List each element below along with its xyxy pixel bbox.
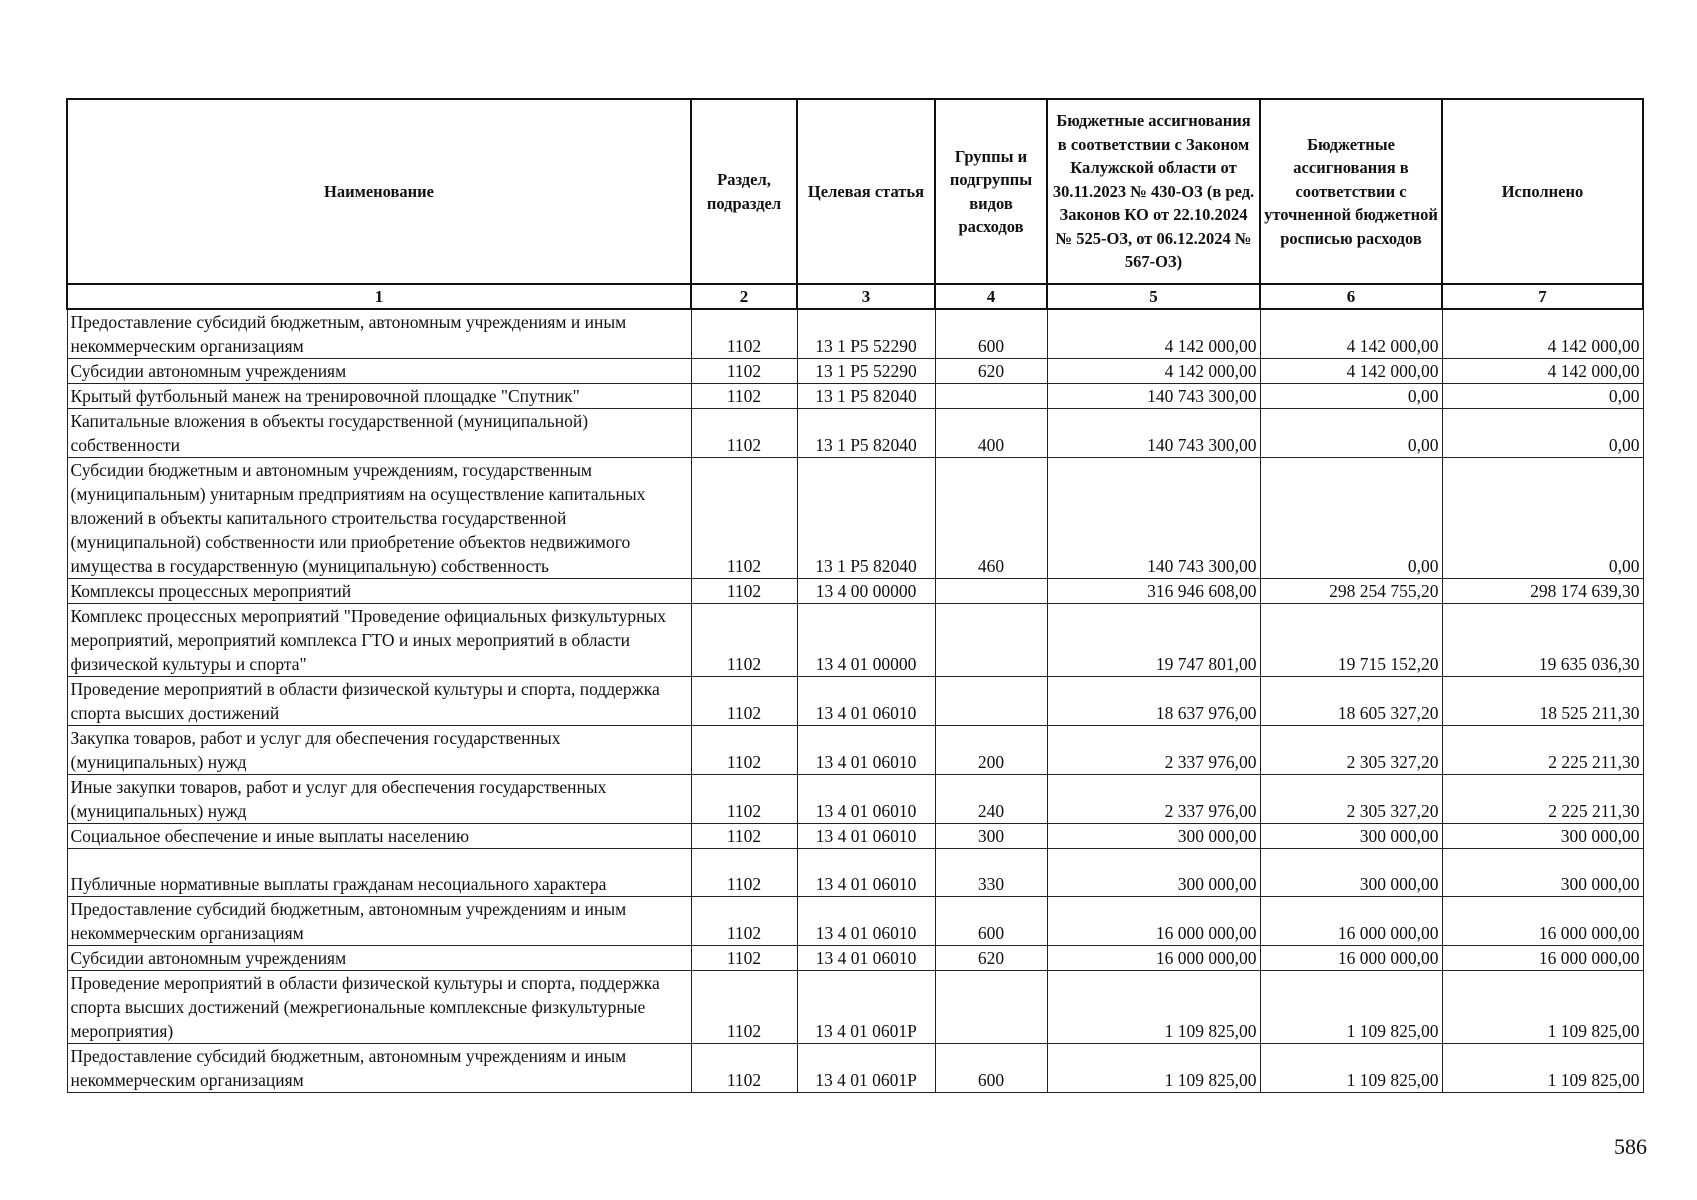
row-target: 13 4 01 0601Р (797, 971, 935, 1044)
row-budget-refined: 2 305 327,20 (1260, 726, 1442, 775)
row-section: 1102 (691, 677, 797, 726)
table-row (67, 458, 1643, 579)
row-group: 620 (935, 946, 1047, 971)
row-executed: 0,00 (1442, 458, 1643, 579)
row-target: 13 4 00 00000 (797, 579, 935, 604)
header-row (67, 99, 1643, 284)
row-target: 13 4 01 06010 (797, 824, 935, 849)
row-group: 600 (935, 1044, 1047, 1093)
row-name: Субсидии автономным учреждениям (67, 359, 691, 384)
row-executed: 0,00 (1442, 409, 1643, 458)
row-executed: 18 525 211,30 (1442, 677, 1643, 726)
row-target: 13 4 01 00000 (797, 604, 935, 677)
row-budget-law: 16 000 000,00 (1047, 946, 1260, 971)
row-target: 13 1 Р5 52290 (797, 309, 935, 359)
row-section: 1102 (691, 1044, 797, 1093)
row-name: Проведение мероприятий в области физической культуры и спорта, поддержка спорта высших достижений (межрегиональные комплексные физкультурные мероприятия) (67, 971, 691, 1044)
row-budget-law: 300 000,00 (1047, 824, 1260, 849)
header-budget-law: Бюджетные ассигнования в соответствии с Законом Калужской области от 30.11.2023 № 430-ОЗ (в ред. Законов КО от 22.10.2024 № 525-ОЗ, от 06.12.2024 № 567-ОЗ) (1047, 99, 1260, 284)
row-group: 460 (935, 458, 1047, 579)
row-name: Предоставление субсидий бюджетным, автономным учреждениям и иным некоммерческим организациям (67, 897, 691, 946)
row-group (935, 677, 1047, 726)
row-budget-refined: 2 305 327,20 (1260, 775, 1442, 824)
row-target: 13 4 01 06010 (797, 849, 935, 897)
row-budget-law: 300 000,00 (1047, 849, 1260, 897)
row-name: Комплекс процессных мероприятий "Проведение официальных физкультурных мероприятий, мероприятий комплекса ГТО и иных мероприятий в области физической культуры и спорта" (67, 604, 691, 677)
row-section: 1102 (691, 359, 797, 384)
row-budget-refined: 1 109 825,00 (1260, 1044, 1442, 1093)
page-number: 586 (1614, 1134, 1647, 1159)
row-group (935, 384, 1047, 409)
row-target: 13 1 Р5 82040 (797, 409, 935, 458)
row-section: 1102 (691, 409, 797, 458)
row-target: 13 4 01 0601Р (797, 1044, 935, 1093)
row-group: 620 (935, 359, 1047, 384)
header-name: Наименование (67, 99, 691, 284)
row-budget-refined: 1 109 825,00 (1260, 971, 1442, 1044)
row-budget-law: 2 337 976,00 (1047, 726, 1260, 775)
row-section: 1102 (691, 897, 797, 946)
table-row (67, 849, 1643, 897)
column-number: 7 (1442, 284, 1643, 309)
row-executed: 1 109 825,00 (1442, 971, 1643, 1044)
row-executed: 300 000,00 (1442, 849, 1643, 897)
table-row (67, 409, 1643, 458)
column-number: 6 (1260, 284, 1442, 309)
header-groups: Группы и подгруппы видов расходов (935, 99, 1047, 284)
row-group: 600 (935, 897, 1047, 946)
header-executed: Исполнено (1442, 99, 1643, 284)
row-name: Иные закупки товаров, работ и услуг для обеспечения государственных (муниципальных) нужд (67, 775, 691, 824)
table-row (67, 897, 1643, 946)
row-section: 1102 (691, 971, 797, 1044)
row-budget-law: 18 637 976,00 (1047, 677, 1260, 726)
row-target: 13 4 01 06010 (797, 726, 935, 775)
column-number: 3 (797, 284, 935, 309)
row-section: 1102 (691, 726, 797, 775)
row-target: 13 1 Р5 82040 (797, 458, 935, 579)
row-budget-refined: 16 000 000,00 (1260, 946, 1442, 971)
row-budget-refined: 298 254 755,20 (1260, 579, 1442, 604)
row-target: 13 4 01 06010 (797, 677, 935, 726)
row-name: Предоставление субсидий бюджетным, автономным учреждениям и иным некоммерческим организациям (67, 309, 691, 359)
row-group: 600 (935, 309, 1047, 359)
column-number: 1 (67, 284, 691, 309)
row-name: Капитальные вложения в объекты государственной (муниципальной) собственности (67, 409, 691, 458)
row-group: 330 (935, 849, 1047, 897)
column-number: 4 (935, 284, 1047, 309)
row-budget-refined: 4 142 000,00 (1260, 359, 1442, 384)
row-section: 1102 (691, 849, 797, 897)
row-executed: 1 109 825,00 (1442, 1044, 1643, 1093)
row-budget-refined: 0,00 (1260, 458, 1442, 579)
row-target: 13 4 01 06010 (797, 897, 935, 946)
row-name: Предоставление субсидий бюджетным, автономным учреждениям и иным некоммерческим организациям (67, 1044, 691, 1093)
row-executed: 0,00 (1442, 384, 1643, 409)
table-row (67, 1044, 1643, 1093)
row-section: 1102 (691, 458, 797, 579)
row-group: 240 (935, 775, 1047, 824)
row-section: 1102 (691, 824, 797, 849)
table-row (67, 677, 1643, 726)
row-group (935, 579, 1047, 604)
row-group (935, 971, 1047, 1044)
row-executed: 4 142 000,00 (1442, 309, 1643, 359)
table-row (67, 604, 1643, 677)
row-name: Социальное обеспечение и иные выплаты населению (67, 824, 691, 849)
row-name: Закупка товаров, работ и услуг для обеспечения государственных (муниципальных) нужд (67, 726, 691, 775)
table-row (67, 726, 1643, 775)
row-budget-law: 2 337 976,00 (1047, 775, 1260, 824)
row-target: 13 4 01 06010 (797, 946, 935, 971)
budget-table-wrapper (66, 98, 1644, 1093)
row-budget-law: 19 747 801,00 (1047, 604, 1260, 677)
budget-table (66, 98, 1644, 1093)
row-name: Проведение мероприятий в области физической культуры и спорта, поддержка спорта высших достижений (67, 677, 691, 726)
row-budget-refined: 0,00 (1260, 409, 1442, 458)
row-section: 1102 (691, 579, 797, 604)
row-target: 13 1 Р5 82040 (797, 384, 935, 409)
header-target: Целевая статья (797, 99, 935, 284)
row-executed: 4 142 000,00 (1442, 359, 1643, 384)
row-name: Комплексы процессных мероприятий (67, 579, 691, 604)
row-executed: 300 000,00 (1442, 824, 1643, 849)
table-row (67, 579, 1643, 604)
row-budget-refined: 16 000 000,00 (1260, 897, 1442, 946)
table-row (67, 309, 1643, 359)
row-name: Субсидии бюджетным и автономным учреждениям, государственным (муниципальным) унитарным предприятиям на осуществление капитальных вложений в объекты капитального строительства государственной (муниципальной) собственности или приобретение объектов недвижимого имущества в государственную (муниципальную) собственность (67, 458, 691, 579)
row-group: 300 (935, 824, 1047, 849)
table-row (67, 946, 1643, 971)
row-executed: 16 000 000,00 (1442, 897, 1643, 946)
row-section: 1102 (691, 604, 797, 677)
row-target: 13 4 01 06010 (797, 775, 935, 824)
row-budget-refined: 4 142 000,00 (1260, 309, 1442, 359)
row-name: Крытый футбольный манеж на тренировочной площадке "Спутник" (67, 384, 691, 409)
row-budget-refined: 300 000,00 (1260, 824, 1442, 849)
row-section: 1102 (691, 946, 797, 971)
row-budget-law: 140 743 300,00 (1047, 458, 1260, 579)
column-number-row (67, 284, 1643, 309)
row-section: 1102 (691, 384, 797, 409)
table-row (67, 824, 1643, 849)
row-budget-refined: 300 000,00 (1260, 849, 1442, 897)
row-budget-law: 316 946 608,00 (1047, 579, 1260, 604)
row-executed: 298 174 639,30 (1442, 579, 1643, 604)
row-group: 400 (935, 409, 1047, 458)
row-budget-law: 4 142 000,00 (1047, 359, 1260, 384)
row-name: Субсидии автономным учреждениям (67, 946, 691, 971)
row-target: 13 1 Р5 52290 (797, 359, 935, 384)
header-budget-refined: Бюджетные ассигнования в соответствии с уточненной бюджетной росписью расходов (1260, 99, 1442, 284)
table-row (67, 775, 1643, 824)
table-row (67, 971, 1643, 1044)
row-budget-refined: 19 715 152,20 (1260, 604, 1442, 677)
row-budget-refined: 0,00 (1260, 384, 1442, 409)
row-executed: 2 225 211,30 (1442, 775, 1643, 824)
row-section: 1102 (691, 775, 797, 824)
row-budget-law: 1 109 825,00 (1047, 1044, 1260, 1093)
row-group: 200 (935, 726, 1047, 775)
column-number: 2 (691, 284, 797, 309)
table-row (67, 384, 1643, 409)
row-budget-refined: 18 605 327,20 (1260, 677, 1442, 726)
header-section: Раздел, подраздел (691, 99, 797, 284)
table-row (67, 359, 1643, 384)
row-group (935, 604, 1047, 677)
row-budget-law: 1 109 825,00 (1047, 971, 1260, 1044)
column-number: 5 (1047, 284, 1260, 309)
row-executed: 2 225 211,30 (1442, 726, 1643, 775)
row-name: Публичные нормативные выплаты гражданам несоциального характера (67, 849, 691, 897)
row-budget-law: 140 743 300,00 (1047, 384, 1260, 409)
row-budget-law: 16 000 000,00 (1047, 897, 1260, 946)
row-section: 1102 (691, 309, 797, 359)
row-budget-law: 4 142 000,00 (1047, 309, 1260, 359)
row-budget-law: 140 743 300,00 (1047, 409, 1260, 458)
row-executed: 16 000 000,00 (1442, 946, 1643, 971)
row-executed: 19 635 036,30 (1442, 604, 1643, 677)
